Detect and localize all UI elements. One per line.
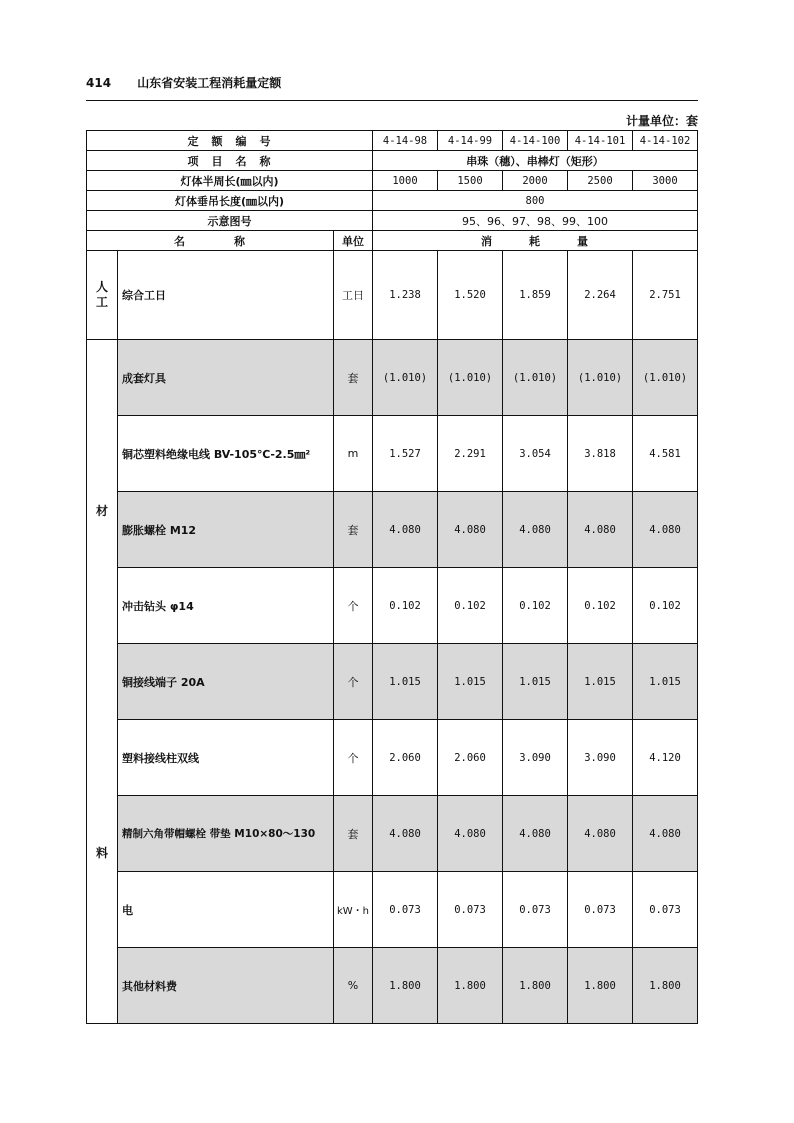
material-row (87, 340, 698, 416)
row-value: 1.800 (438, 948, 503, 1024)
labor-category (87, 251, 118, 340)
row-unit: 套 (334, 340, 373, 416)
material-row (87, 416, 698, 492)
labor-row (87, 251, 698, 340)
row-value: 4.080 (633, 492, 698, 568)
row-unit: kW・h (334, 872, 373, 948)
row-value: 4.080 (503, 796, 568, 872)
quota-code-label: 定 额 编 号 (87, 131, 373, 151)
consumption-header: 消 耗 量 (373, 231, 698, 251)
material-category-char: 料 (95, 845, 108, 860)
row-value: 3.818 (568, 416, 633, 492)
row-value: 1.015 (568, 644, 633, 720)
labor-category-char: 人 (95, 280, 108, 294)
row-value: 0.102 (568, 568, 633, 644)
row-value: 1.527 (373, 416, 438, 492)
row-value: 1.859 (503, 251, 568, 340)
row-value: 4.080 (438, 492, 503, 568)
row-value: 1.015 (633, 644, 698, 720)
item-name-value: 串珠（穗）、串棒灯（矩形） (373, 151, 698, 171)
row-unit: 套 (334, 492, 373, 568)
row-value: 4.080 (568, 796, 633, 872)
row-value: 0.073 (568, 872, 633, 948)
row-unit: 个 (334, 568, 373, 644)
row-value: 3.090 (568, 720, 633, 796)
row-value: 4.080 (633, 796, 698, 872)
row-value: 0.102 (633, 568, 698, 644)
row-value: 0.102 (503, 568, 568, 644)
row-value: 0.073 (503, 872, 568, 948)
header-rule (86, 100, 698, 101)
row-value: 4.581 (633, 416, 698, 492)
row-unit: % (334, 948, 373, 1024)
row-value: 3.054 (503, 416, 568, 492)
row-value: 1.800 (503, 948, 568, 1024)
row-name: 综合工日 (118, 251, 334, 340)
row-diagram (87, 211, 698, 231)
row-value: 0.102 (373, 568, 438, 644)
material-row (87, 872, 698, 948)
labor-category-char: 工 (95, 295, 108, 309)
quota-code: 4-14-100 (503, 131, 568, 151)
row-half-perimeter (87, 171, 698, 191)
quota-code: 4-14-99 (438, 131, 503, 151)
row-value: 1.800 (373, 948, 438, 1024)
row-value: 2.264 (568, 251, 633, 340)
row-value: 1.015 (373, 644, 438, 720)
name-column-header: 名 称 (87, 231, 334, 251)
row-value: (1.010) (503, 340, 568, 416)
row-value: 2.751 (633, 251, 698, 340)
quota-table (86, 130, 698, 1024)
row-name: 膨胀螺栓 M12 (118, 492, 334, 568)
row-value: 1.238 (373, 251, 438, 340)
material-row (87, 796, 698, 872)
measurement-unit: 计量单位：套 (625, 114, 698, 128)
unit-column-header: 单位 (334, 231, 373, 251)
row-value: 1.520 (438, 251, 503, 340)
row-name: 铜接线端子 20A (118, 644, 334, 720)
row-name: 铜芯塑料绝缘电线 BV-105℃-2.5㎜² (118, 416, 334, 492)
half-perimeter-value: 3000 (633, 171, 698, 191)
row-name: 塑料接线柱双线 (118, 720, 334, 796)
book-title: 山东省安装工程消耗量定额 (137, 76, 282, 90)
row-value: 4.080 (438, 796, 503, 872)
row-value: 2.060 (373, 720, 438, 796)
row-value: 1.800 (633, 948, 698, 1024)
row-value: 1.015 (438, 644, 503, 720)
row-value: 1.015 (503, 644, 568, 720)
row-unit: 个 (334, 720, 373, 796)
row-value: (1.010) (633, 340, 698, 416)
row-value: 0.073 (438, 872, 503, 948)
row-column-headers (87, 231, 698, 251)
material-row (87, 492, 698, 568)
row-unit: 套 (334, 796, 373, 872)
row-value: 0.102 (438, 568, 503, 644)
row-value: 1.800 (568, 948, 633, 1024)
row-value: (1.010) (438, 340, 503, 416)
row-unit: m (334, 416, 373, 492)
half-perimeter-value: 1500 (438, 171, 503, 191)
item-name-label: 项 目 名 称 (87, 151, 373, 171)
row-item-name (87, 151, 698, 171)
material-category (87, 340, 118, 1024)
row-name: 冲击钻头 φ14 (118, 568, 334, 644)
half-perimeter-value: 2000 (503, 171, 568, 191)
row-value: 2.060 (438, 720, 503, 796)
material-row (87, 720, 698, 796)
row-value: 3.090 (503, 720, 568, 796)
quota-code: 4-14-101 (568, 131, 633, 151)
row-name: 其他材料费 (118, 948, 334, 1024)
row-value: (1.010) (373, 340, 438, 416)
material-row (87, 948, 698, 1024)
hang-length-label: 灯体垂吊长度(㎜以内) (87, 191, 373, 211)
row-value: 4.080 (373, 796, 438, 872)
material-row (87, 568, 698, 644)
half-perimeter-label: 灯体半周长(㎜以内) (87, 171, 373, 191)
material-category-char: 材 (95, 504, 108, 519)
row-name: 电 (118, 872, 334, 948)
diagram-value: 95、96、97、98、99、100 (373, 211, 698, 231)
row-value: (1.010) (568, 340, 633, 416)
row-value: 0.073 (633, 872, 698, 948)
row-value: 0.073 (373, 872, 438, 948)
diagram-label: 示意图号 (87, 211, 373, 231)
row-name: 成套灯具 (118, 340, 334, 416)
row-value: 4.080 (503, 492, 568, 568)
row-quota-code (87, 131, 698, 151)
half-perimeter-value: 1000 (373, 171, 438, 191)
page-number: 414 (86, 76, 112, 90)
row-value: 2.291 (438, 416, 503, 492)
material-row (87, 644, 698, 720)
row-unit: 个 (334, 644, 373, 720)
quota-code: 4-14-98 (373, 131, 438, 151)
hang-length-value: 800 (373, 191, 698, 211)
row-value: 4.080 (373, 492, 438, 568)
row-value: 4.120 (633, 720, 698, 796)
half-perimeter-value: 2500 (568, 171, 633, 191)
row-hang-length (87, 191, 698, 211)
row-value: 4.080 (568, 492, 633, 568)
quota-code: 4-14-102 (633, 131, 698, 151)
row-unit: 工日 (334, 251, 373, 340)
page-header (86, 74, 698, 91)
row-name: 精制六角带帽螺栓 带垫 M10×80～130 (118, 796, 334, 872)
